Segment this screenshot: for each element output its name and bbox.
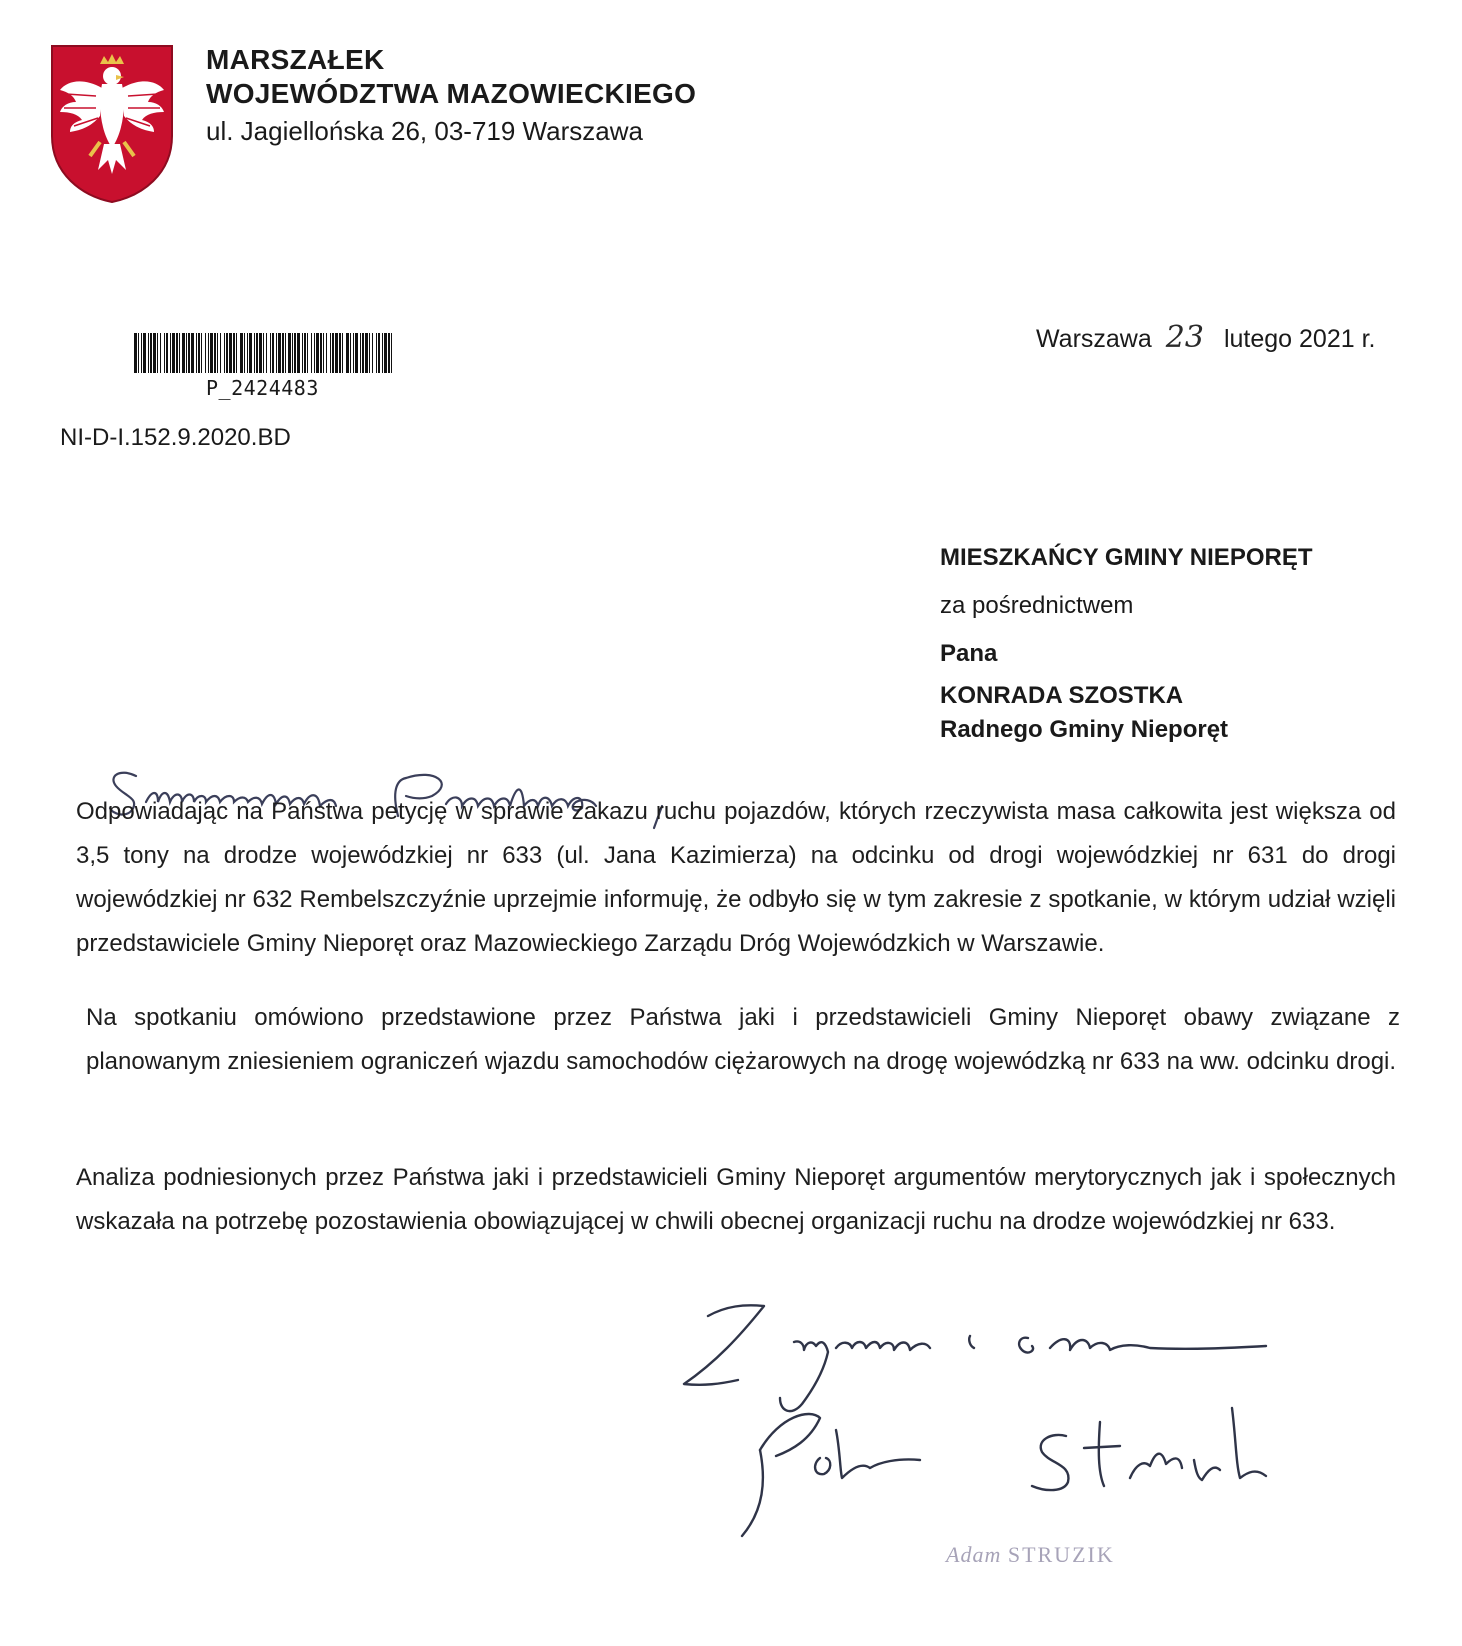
org-address: ul. Jagiellońska 26, 03-719 Warszawa <box>206 116 643 146</box>
body-paragraph-2: Na spotkaniu omówiono przedstawione przez Państwa jaki i przedstawicieli Gminy Nieporęt obawy związane z planowanym zniesieniem ograniczeń wjazdu samochodów ciężarowych na drogę wojewódzką nr 633 na ww. odcinku drogi. <box>86 1004 1400 1075</box>
date-day: 23 <box>1165 320 1204 355</box>
body-paragraph-3: Analiza podniesionych przez Państwa jaki i przedstawicieli Gminy Nieporęt argumentów merytorycznych jak i społecznych wskazała na potrzebę pozostawienia obowiązującej w chwili obecnej organizacji ruchu na drodze wojewódzkiej nr 633. <box>76 1164 1396 1235</box>
addressee-line1: MIESZKAŃCY GMINY NIEPORĘT <box>940 544 1313 571</box>
body-paragraph-1: Odpowiadając na Państwa petycję w sprawie zakazu ruchu pojazdów, których rzeczywista masa całkowita jest większa od 3,5 tony na drodze wojewódzkiej nr 633 (ul. Jana Kazimierza) na odcinku od drogi wojewódzkiej nr 631 do drogi wojewódzkiej nr 632 Rembelszczyźnie uprzejmie informuję, że odbyło się w tym zakresie z spotkanie, w którym udział wzięli przedstawiciele Gminy Nieporęt oraz Mazowieckiego Zarządu Dróg Wojewódzkich w Warszawie. <box>76 798 1396 957</box>
addressee-line4: KONRADA SZOSTKA <box>940 682 1184 709</box>
org-title-line1: MARSZAŁEK <box>206 44 385 75</box>
date-city: Warszawa <box>1036 325 1152 353</box>
reference-number: NI-D-I.152.9.2020.BD <box>60 424 291 451</box>
signatory-name-stamp <box>946 1542 1115 1568</box>
addressee-line3: Pana <box>940 640 998 667</box>
handwritten-signature <box>680 1300 1320 1540</box>
stamp-surname: STRUZIK <box>1007 1542 1115 1567</box>
coat-of-arms-eagle-icon <box>50 44 174 204</box>
barcode <box>134 333 392 373</box>
org-title-line2: WOJEWÓDZTWA MAZOWIECKIEGO <box>206 78 697 109</box>
barcode-number: P_2424483 <box>206 376 319 400</box>
stamp-first-name: Adam <box>946 1542 1002 1567</box>
letter-date <box>1036 320 1375 355</box>
addressee-line5: Radnego Gminy Nieporęt <box>940 716 1229 743</box>
addressee-line2: za pośrednictwem <box>940 592 1134 619</box>
date-month-year: lutego 2021 r. <box>1223 325 1376 353</box>
